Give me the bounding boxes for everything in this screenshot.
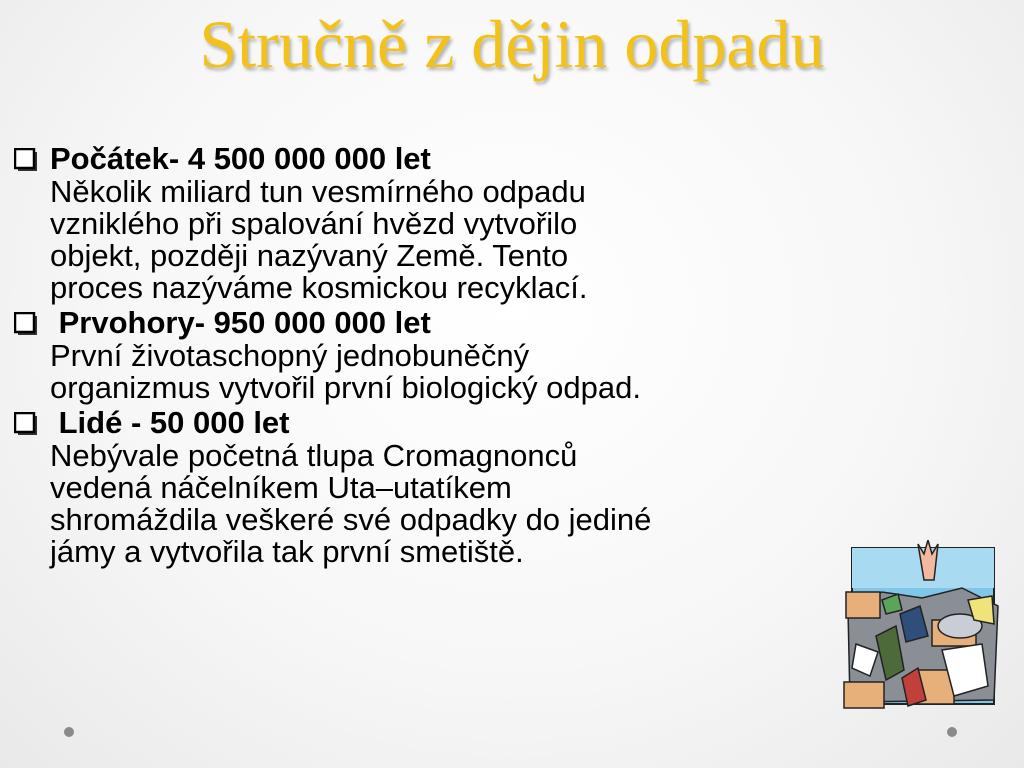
item-line: objekt, později nazývaný Země. Tento (50, 238, 569, 273)
nav-dot-right[interactable] (947, 727, 957, 737)
item-line: vedená náčelníkem Uta–utatíkem (50, 470, 512, 505)
item-line: organizmus vytvořil první biologický odpad. (50, 370, 641, 405)
list-item (10, 306, 830, 404)
list-item (10, 406, 830, 568)
hollow-square-bullet-icon (14, 148, 40, 174)
item-heading: Prvohory- 950 000 000 let (50, 305, 431, 340)
item-line: proces nazýváme kosmickou recyklací. (50, 270, 588, 305)
nav-dot-left[interactable] (64, 727, 74, 737)
item-line: shromáždila veškeré své odpadky do jediné (50, 502, 652, 537)
item-line: Několik miliard tun vesmírného odpadu (50, 174, 586, 209)
slide-title: Stručně z dějin odpadu (199, 6, 825, 82)
hollow-square-bullet-icon (14, 412, 40, 438)
hollow-square-bullet-icon (14, 312, 40, 338)
item-heading: Lidé - 50 000 let (50, 405, 290, 440)
item-heading: Počátek- 4 500 000 000 let (50, 141, 431, 176)
item-line: jámy a vytvořila tak první smetiště. (50, 534, 524, 569)
slide-body (10, 142, 830, 568)
item-line: Nebývale početná tlupa Cromagnonců (50, 438, 578, 473)
item-line: První životaschopný jednobuněčný (50, 338, 530, 373)
item-line: vzniklého při spalování hvězd vytvořilo (50, 206, 578, 241)
garbage-pile-clipart-icon (842, 540, 1002, 712)
list-item (10, 142, 830, 304)
